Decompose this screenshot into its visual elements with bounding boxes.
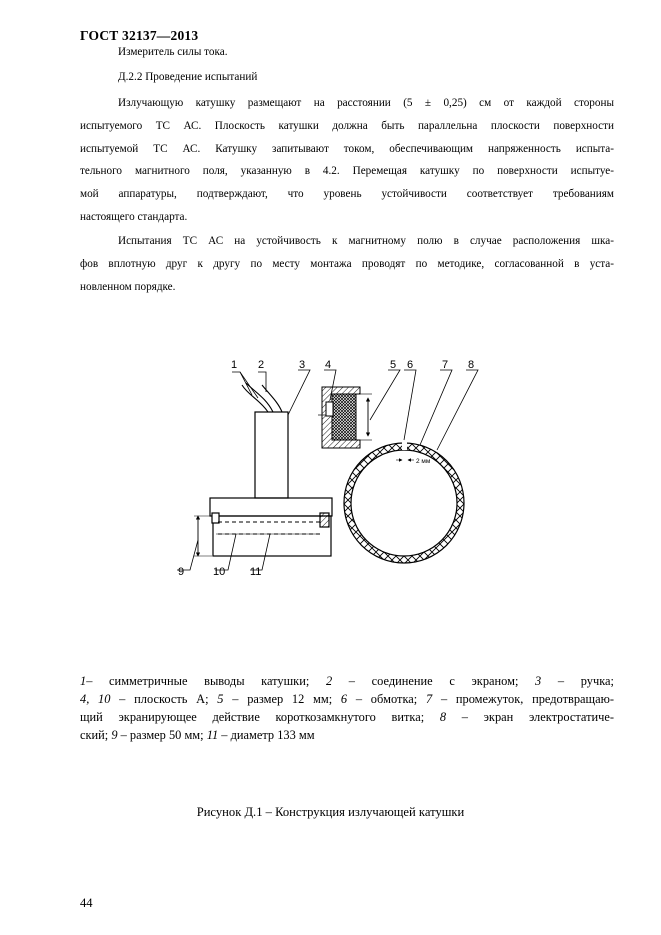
paragraph-line: испытуемого ТС АС. Плоскость катушки должна быть параллельна плоскости поверхности — [80, 120, 614, 132]
paragraph-line: тельного магнитного поля, указанную в 4.2. Перемещая катушку по поверхности испытуе- — [80, 165, 614, 177]
figure-label-11: 11 — [250, 566, 262, 578]
figure-label-2: 2 — [258, 359, 265, 371]
legend-line: 1– симметричные выводы катушки; 2 – соединение с экраном; 3 – ручка; — [80, 674, 614, 688]
paragraph-line: Излучающую катушку размещают на расстоянии (5 ± 0,25) см от каждой стороны — [118, 97, 614, 109]
figure-label-7: 7 — [442, 359, 449, 371]
paragraph-line: испытуемой ТС АС. Катушку запитывают током, обеспечивающим напряженность испыта- — [80, 143, 614, 155]
figure-label-5: 5 — [390, 359, 397, 371]
document-header: ГОСТ 32137—2013 — [80, 28, 199, 43]
paragraph-line: Испытания ТС АС на устойчивость к магнитному полю в случае расположения шка- — [118, 235, 614, 247]
legend-line: 4, 10 – плоскость А; 5 – размер 12 мм; 6 – обмотка; 7 – промежуток, предотвращаю- — [80, 692, 614, 706]
paragraph-line: фов вплотную друг к другу по месту монтажа проводят по методике, согласованной в уста- — [80, 258, 614, 270]
text-line: Измеритель силы тока. — [118, 46, 228, 58]
section-heading: Д.2.2 Проведение испытаний — [118, 71, 258, 83]
figure-label-3: 3 — [299, 359, 306, 371]
figure-label-10: 10 — [213, 566, 226, 578]
figure-label-1: 1 — [231, 359, 238, 371]
figure-dimension-2mm: 2 мм — [416, 458, 431, 465]
legend-line: щий экранирующее действие короткозамкнутого витка; 8 – экран электростатиче- — [80, 710, 614, 724]
paragraph-line: мой аппаратуры, подтверждают, что уровень устойчивости соответствует требованиям — [80, 188, 614, 200]
figure-label-9: 9 — [178, 566, 185, 578]
figure-label-4: 4 — [325, 359, 332, 371]
electrostatic-screen-ring — [344, 440, 464, 563]
figure-label-8: 8 — [468, 359, 475, 371]
legend-line: ский; 9 – размер 50 мм; 11 – диаметр 133 мм — [80, 728, 315, 742]
figure-caption: Рисунок Д.1 – Конструкция излучающей катушки — [196, 805, 465, 819]
winding-cross-section — [318, 387, 372, 448]
figure-label-6: 6 — [407, 359, 414, 371]
page-number: 44 — [80, 896, 93, 910]
coil-handle-assembly — [194, 383, 332, 556]
paragraph-line: настоящего стандарта. — [80, 211, 188, 223]
paragraph-line: новленном порядке. — [80, 281, 176, 293]
